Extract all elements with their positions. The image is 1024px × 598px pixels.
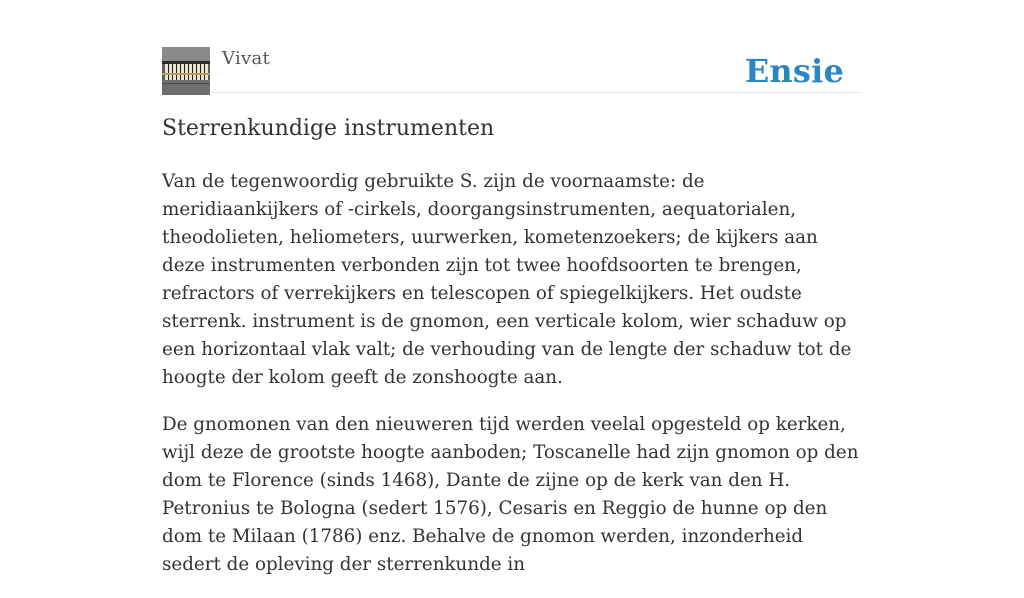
article-paragraph: Van de tegenwoordig gebruikte S. zijn de voornaamste: de meridiaankijkers of -cirkels, doorgangsinstrumenten, aequatorialen, theodolieten, heliometers, uurwerken, kometenzoekers; de kijkers aan deze instrumenten verbonden zijn tot twee hoofdsoorten te brengen, refractors of verrekijkers en telescopen of spiegelkijkers. Het oudste sterrenk. instrument is de gnomon, een verticale kolom, wier schaduw op een horizontaal vlak valt; de verhouding van de lengte der schaduw tot de hoogte der kolom geeft de zonshoogte aan. [162,171,852,388]
author-avatar[interactable] [162,47,210,95]
site-logo[interactable]: Ensie [744,52,844,90]
author-name[interactable]: Vivat [222,48,271,69]
article-header [162,46,862,93]
article-body [162,168,864,598]
books-avatar-icon [162,47,210,95]
article-paragraph: De gnomonen van den nieuweren tijd werden veelal opgesteld op kerken, wijl deze de grootste hoogte aanboden; Toscanelle had zijn gnomon op den dom te Florence (sinds 1468), Dante de zijne op de kerk van den H. Petronius te Bologna (sedert 1576), Cesaris en Reggio de hunne op den dom te Milaan (1786) enz. Behalve de gnomon werden, inzonderheid sedert de opleving der sterrenkunde in [162,414,859,575]
article-title: Sterrenkundige instrumenten [162,116,495,141]
